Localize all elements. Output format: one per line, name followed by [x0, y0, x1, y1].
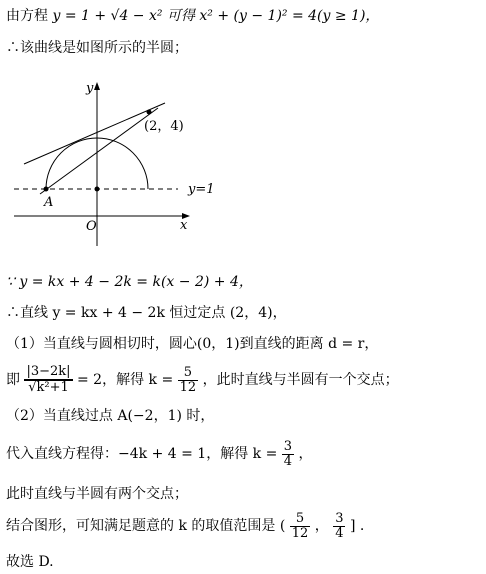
range-close: ] . — [349, 518, 365, 534]
range-separator: ， — [314, 518, 329, 534]
point-2-4 — [147, 110, 152, 115]
line-fixed-point: ∴直线 y = kx + 4 − 2k 恒过定点 (2，4)， — [6, 305, 287, 321]
equation-text: y = 1 + √4 − x² 可得 x² + (y − 1)² = 4(y ≥ 1)， — [52, 8, 380, 24]
line-case-1: （1）当直线与圆相切时，圆心(0，1)到直线的距离 d = r， — [6, 336, 379, 352]
range-upper-fraction — [333, 512, 345, 541]
line-semicircle-statement: ∴该曲线是如图所示的半圆； — [6, 40, 188, 56]
range-lower-fraction — [290, 512, 311, 541]
k-fraction-numerator: 5 — [178, 366, 199, 381]
k-fraction-denominator: 12 — [179, 379, 197, 395]
range-lower-denominator: 12 — [291, 525, 309, 541]
label-origin: O — [86, 219, 97, 234]
distance-numerator: |3−2k| — [26, 364, 71, 379]
distance-denominator: √k²+1 — [24, 380, 72, 395]
text-ji: 即 — [6, 372, 20, 388]
semicircle-figure — [10, 76, 240, 251]
y-axis-arrow — [94, 82, 100, 90]
secant-line — [40, 108, 158, 194]
label-x-axis: x — [180, 218, 188, 233]
k-fraction-3-4 — [282, 440, 294, 469]
range-lower-numerator: 5 — [290, 512, 311, 527]
point-center — [95, 187, 100, 192]
line-distance-equation — [6, 362, 399, 398]
label-point-2-4: (2，4) — [144, 119, 184, 134]
k-fraction-5-12 — [178, 366, 199, 395]
line-equation — [6, 6, 379, 26]
distance-fraction — [24, 365, 72, 395]
k-fraction-3-4-numerator: 3 — [283, 438, 293, 454]
text-one-intersection: ，此时直线与半圆有一个交点； — [202, 372, 399, 388]
text-solve-k: = 2，解得 k = — [76, 372, 174, 388]
line-case-2: （2）当直线过点 A(−2，1) 时， — [6, 408, 215, 424]
label-y-equals-1: y=1 — [188, 182, 215, 197]
line-range — [6, 508, 364, 544]
line-since: ∵ y = kx + 4 − 2k = k(x − 2) + 4， — [6, 274, 253, 290]
range-upper-denominator: 4 — [335, 525, 344, 541]
text-from-equation: 由方程 — [6, 8, 48, 24]
text-comma: ， — [298, 446, 313, 462]
label-point-a: A — [44, 195, 54, 210]
line-two-intersections: 此时直线与半圆有两个交点； — [6, 486, 188, 502]
text-substitute: 代入直线方程得：−4k + 4 = 1，解得 k = — [6, 446, 278, 462]
point-a — [44, 187, 49, 192]
label-y-axis: y — [86, 81, 94, 96]
line-answer: 故选 D. — [6, 554, 54, 570]
k-fraction-3-4-denominator: 4 — [283, 453, 293, 469]
line-substitute — [6, 436, 313, 472]
text-range: 结合图形，可知满足题意的 k 的取值范围是 ( — [6, 518, 286, 534]
range-upper-numerator: 3 — [335, 510, 344, 526]
